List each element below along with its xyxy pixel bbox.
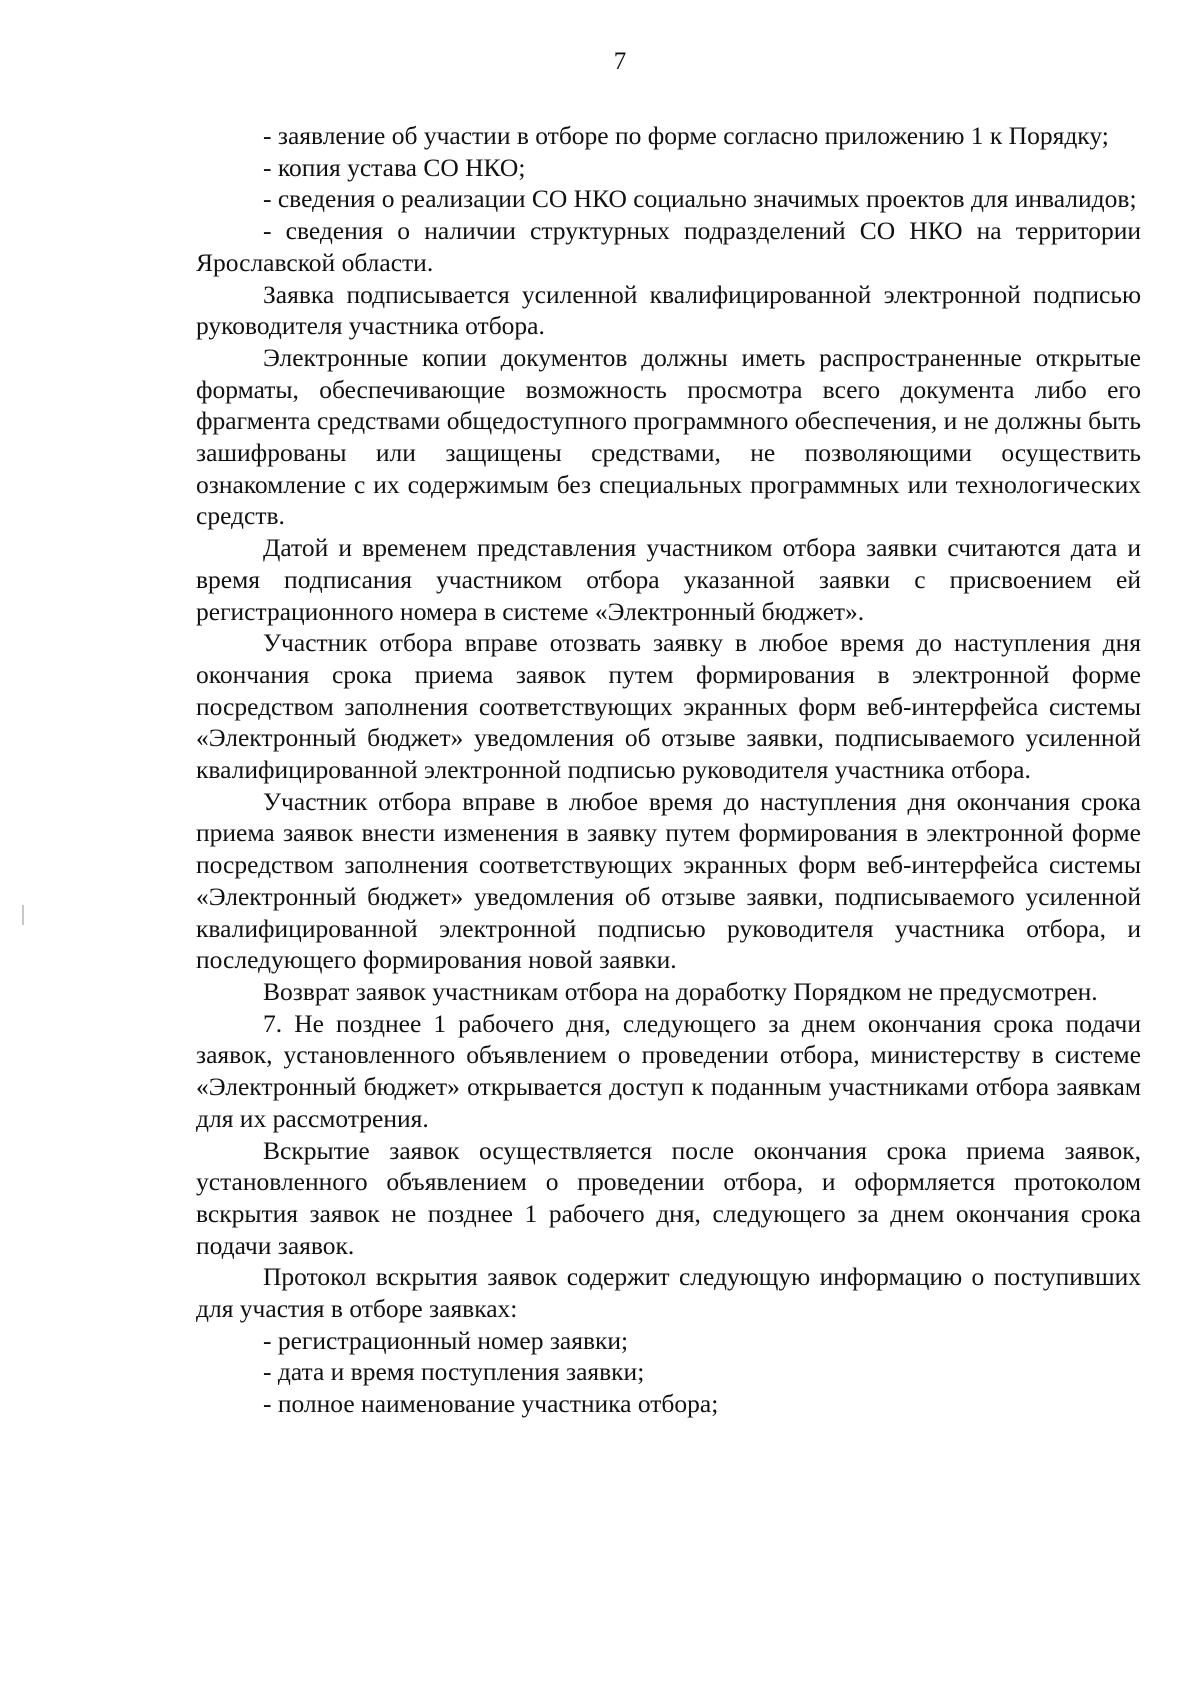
page-number: 7 bbox=[613, 48, 627, 75]
paragraph-charter-copy: - копия устава СО НКО; bbox=[263, 152, 526, 182]
document-body bbox=[196, 120, 1141, 1420]
list-item-received-date: - дата и время поступления заявки; bbox=[263, 1357, 645, 1387]
paragraph-application-statement: - заявление об участии в отборе по форме согласно приложению 1 к Порядку; bbox=[263, 121, 1109, 150]
paragraph-divisions-info: - сведения о наличии структурных подразделений СО НКО на территории Ярославской области. bbox=[196, 216, 1141, 277]
paragraph-signature: Заявка подписывается усиленной квалифицированной электронной подписью руководителя участника отбора. bbox=[196, 279, 1141, 341]
paragraph-withdrawal: Участник отбора вправе отозвать заявку в любое время до наступления дня окончания срока приема заявок путем формирования в электронной форме посредством заполнения соответствующих экранных форм веб-интерфейса системы «Электронный бюджет» уведомления об отзыве заявки, подписываемого усиленной квалифицированной электронной подписью руководителя участника отбора. bbox=[196, 628, 1141, 785]
paragraph-changes: Участник отбора вправе в любое время до наступления дня окончания срока приема заявок внести изменения в заявку путем формирования в электронной форме посредством заполнения соответствующих экранных форм веб-интерфейса системы «Электронный бюджет» уведомления об отзыве заявки, подписываемого усиленной квалифицированной электронной подписью руководителя участника отбора, и последующего формирования новой заявки. bbox=[196, 786, 1141, 975]
paragraph-electronic-copies: Электронные копии документов должны иметь распространенные открытые форматы, обеспечивающие возможность просмотра всего документа либо его фрагмента средствами общедоступного программного обеспечения, и не должны быть зашифрованы или защищены средствами, не позволяющими осуществить ознакомление с их содержимым без специальных программных или технологических средств. bbox=[196, 342, 1141, 531]
paragraph-projects-info: - сведения о реализации СО НКО социально значимых проектов для инвалидов; bbox=[263, 184, 1137, 214]
paragraph-opening: Вскрытие заявок осуществляется после окончания срока приема заявок, установленного объявлением о проведении отбора, и оформляется протоколом вскрытия заявок не позднее 1 рабочего дня, следующего за днем окончания срока подачи заявок. bbox=[196, 1135, 1141, 1260]
paragraph-submission-date: Датой и временем представления участником отбора заявки считаются дата и время подписания участником отбора указанной заявки с присвоением ей регистрационного номера в системе «Электронный бюджет». bbox=[196, 533, 1141, 626]
list-item-participant-name: - полное наименование участника отбора; bbox=[263, 1389, 719, 1419]
scan-artifact bbox=[22, 905, 24, 925]
paragraph-return: Возврат заявок участникам отбора на доработку Порядком не предусмотрен. bbox=[263, 976, 1098, 1006]
list-item-registration-number: - регистрационный номер заявки; bbox=[263, 1325, 629, 1355]
paragraph-protocol: Протокол вскрытия заявок содержит следующую информацию о поступивших для участия в отборе заявках: bbox=[196, 1262, 1141, 1324]
paragraph-clause-7: 7. Не позднее 1 рабочего дня, следующего за днем окончания срока подачи заявок, установленного объявлением о проведении отбора, министерству в системе «Электронный бюджет» открывается доступ к поданным участниками отбора заявкам для их рассмотрения. bbox=[196, 1008, 1141, 1133]
